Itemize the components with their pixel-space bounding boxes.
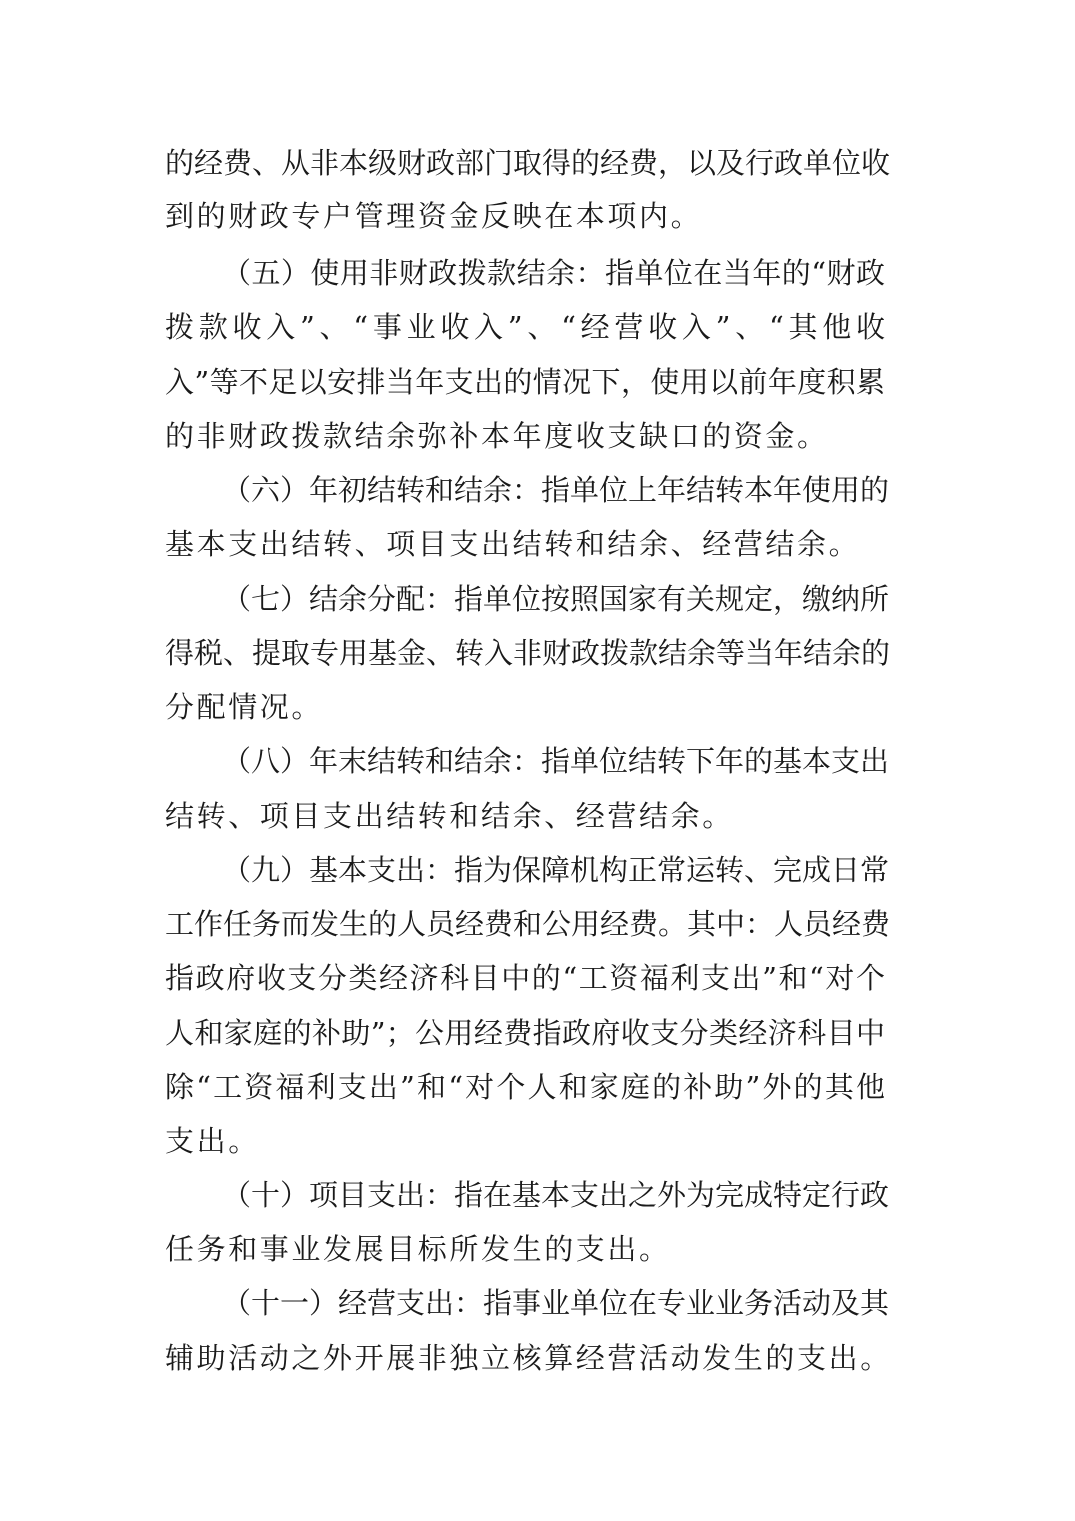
paragraph-line: （十一）经营支出：指事业单位在专业业务活动及其 xyxy=(222,1286,890,1320)
paragraph-line: 工作任务而发生的人员经费和公用经费。其中：人员经费 xyxy=(165,907,891,941)
paragraph-line: 的非财政拨款结余弥补本年度收支缺口的资金。 xyxy=(165,419,829,453)
paragraph-line: 拨款收入”、“事业收入”、“经营收入”、“其他收 xyxy=(165,310,885,344)
paragraph-line: 人和家庭的补助”；公用经费指政府收支分类经济科目中 xyxy=(165,1016,885,1050)
paragraph-line: 到的财政专户管理资金反映在本项内。 xyxy=(165,199,703,233)
paragraph-line: 结转、项目支出结转和结余、经营结余。 xyxy=(165,799,734,833)
paragraph-line: 指政府收支分类经济科目中的“工资福利支出”和“对个 xyxy=(165,961,885,995)
paragraph-line: （六）年初结转和结余：指单位上年结转本年使用的 xyxy=(222,473,890,507)
paragraph-line: 的经费、从非本级财政部门取得的经费，以及行政单位收 xyxy=(165,146,891,180)
paragraph-line: 辅助活动之外开展非独立核算经营活动发生的支出。 xyxy=(165,1341,892,1375)
paragraph-line: 任务和事业发展目标所发生的支出。 xyxy=(165,1232,671,1266)
paragraph-line: （七）结余分配：指单位按照国家有关规定，缴纳所 xyxy=(222,582,890,616)
paragraph-line: 入”等不足以安排当年支出的情况下，使用以前年度积累 xyxy=(165,365,885,399)
paragraph-line: （五）使用非财政拨款结余：指单位在当年的“财政 xyxy=(222,256,885,290)
paragraph-line: 除“工资福利支出”和“对个人和家庭的补助”外的其他 xyxy=(165,1070,885,1104)
paragraph-line: 分配情况。 xyxy=(165,690,324,724)
paragraph-line: 基本支出结转、项目支出结转和结余、经营结余。 xyxy=(165,527,861,561)
paragraph-line: 支出。 xyxy=(165,1124,260,1158)
paragraph-line: （九）基本支出：指为保障机构正常运转、完成日常 xyxy=(222,853,890,887)
paragraph-line: （十）项目支出：指在基本支出之外为完成特定行政 xyxy=(222,1178,890,1212)
paragraph-line: （八）年末结转和结余：指单位结转下年的基本支出 xyxy=(222,744,890,778)
paragraph-line: 得税、提取专用基金、转入非财政拨款结余等当年结余的 xyxy=(165,636,891,670)
